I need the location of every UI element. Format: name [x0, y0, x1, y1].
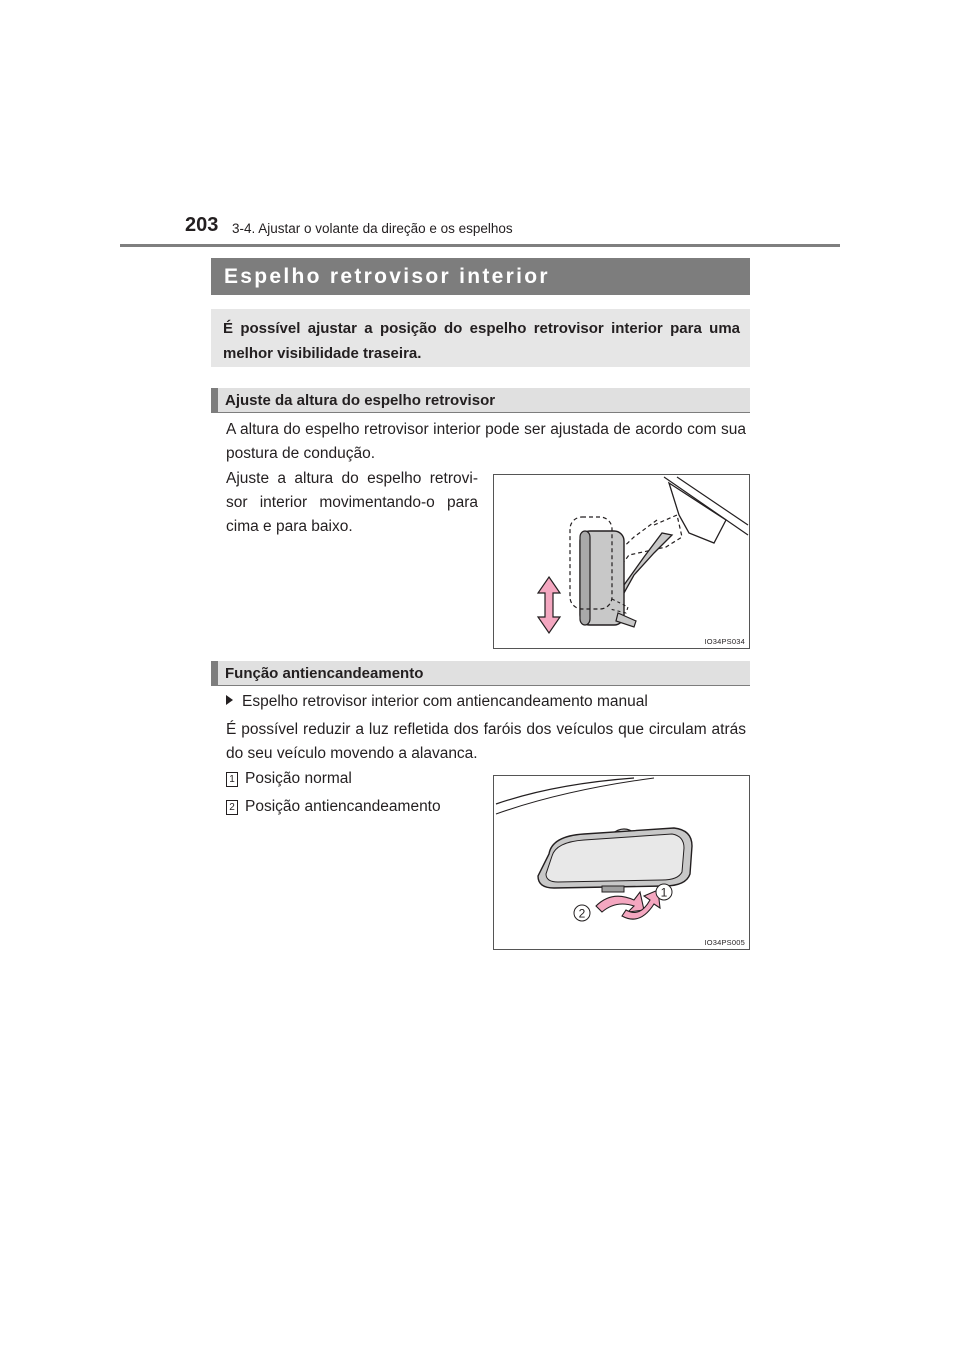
figure-1-code: IO34PS034 — [704, 637, 745, 646]
figure-2-code: IO34PS005 — [704, 938, 745, 947]
callout-2: 2 — [578, 906, 586, 921]
antiglare-paragraph: É possível reduzir a luz refletida dos faróis dos veículos que circulam atrás do seu veículo movendo a alavanca. — [226, 721, 746, 762]
height-paragraph-2: Ajuste a altura do espelho retrovi-sor interior movimentando-o para cima e para baixo. — [226, 470, 478, 535]
header-rule — [120, 244, 840, 247]
page-number: 203 — [185, 214, 219, 236]
antiglare-mirror-illustration — [494, 776, 749, 949]
legend-item — [226, 767, 352, 791]
manual-antiglare-text: Espelho retrovisor interior com antiencandeamento manual — [242, 693, 648, 710]
subheading-antiglare: Função antiencandeamento — [211, 661, 750, 686]
mirror-height-illustration — [494, 475, 749, 648]
legend-number-box: 1 — [226, 772, 238, 787]
legend-label: Posição normal — [245, 770, 352, 787]
intro-box: É possível ajustar a posição do espelho retrovisor interior para uma melhor visibilidade traseira. — [211, 309, 750, 367]
figure-mirror-height — [493, 474, 750, 649]
section-title: Espelho retrovisor interior — [211, 258, 750, 295]
subheading-height-adjust: Ajuste da altura do espelho retrovisor — [211, 388, 750, 413]
figure-antiglare-lever — [493, 775, 750, 950]
manual-antiglare-label — [226, 690, 648, 714]
legend-item — [226, 795, 441, 819]
legend-number-box: 2 — [226, 800, 238, 815]
running-header: 3-4. Ajustar o volante da direção e os espelhos — [232, 221, 513, 236]
legend-label: Posição antiencandeamento — [245, 798, 441, 815]
callout-1: 1 — [660, 885, 668, 900]
triangle-bullet-icon — [226, 695, 233, 705]
height-paragraph-1: A altura do espelho retrovisor interior pode ser ajustada de acordo com sua postura de condução. — [226, 421, 746, 462]
